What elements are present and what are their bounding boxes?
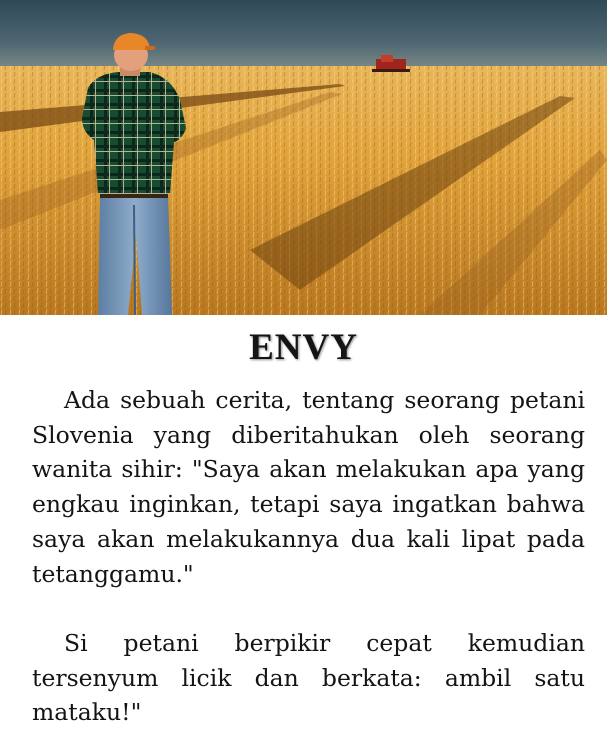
story-text — [32, 383, 585, 730]
story-paragraph-2: Si petani berpikir cepat kemudian tersenyum licik dan berkata: ambil satu mataku!" — [32, 628, 585, 727]
farmer-field-photo — [0, 0, 607, 315]
story-paragraph-1: Ada sebuah cerita, tentang seorang petani Slovenia yang diberitahukan oleh seorang wanita sihir: "Saya akan melakukan apa yang engkau inginkan, tetapi saya ingatkan bahwa saya akan melakukannya dua kali lipat pada tetanggamu." — [32, 386, 585, 588]
page-title: ENVY — [249, 327, 358, 368]
